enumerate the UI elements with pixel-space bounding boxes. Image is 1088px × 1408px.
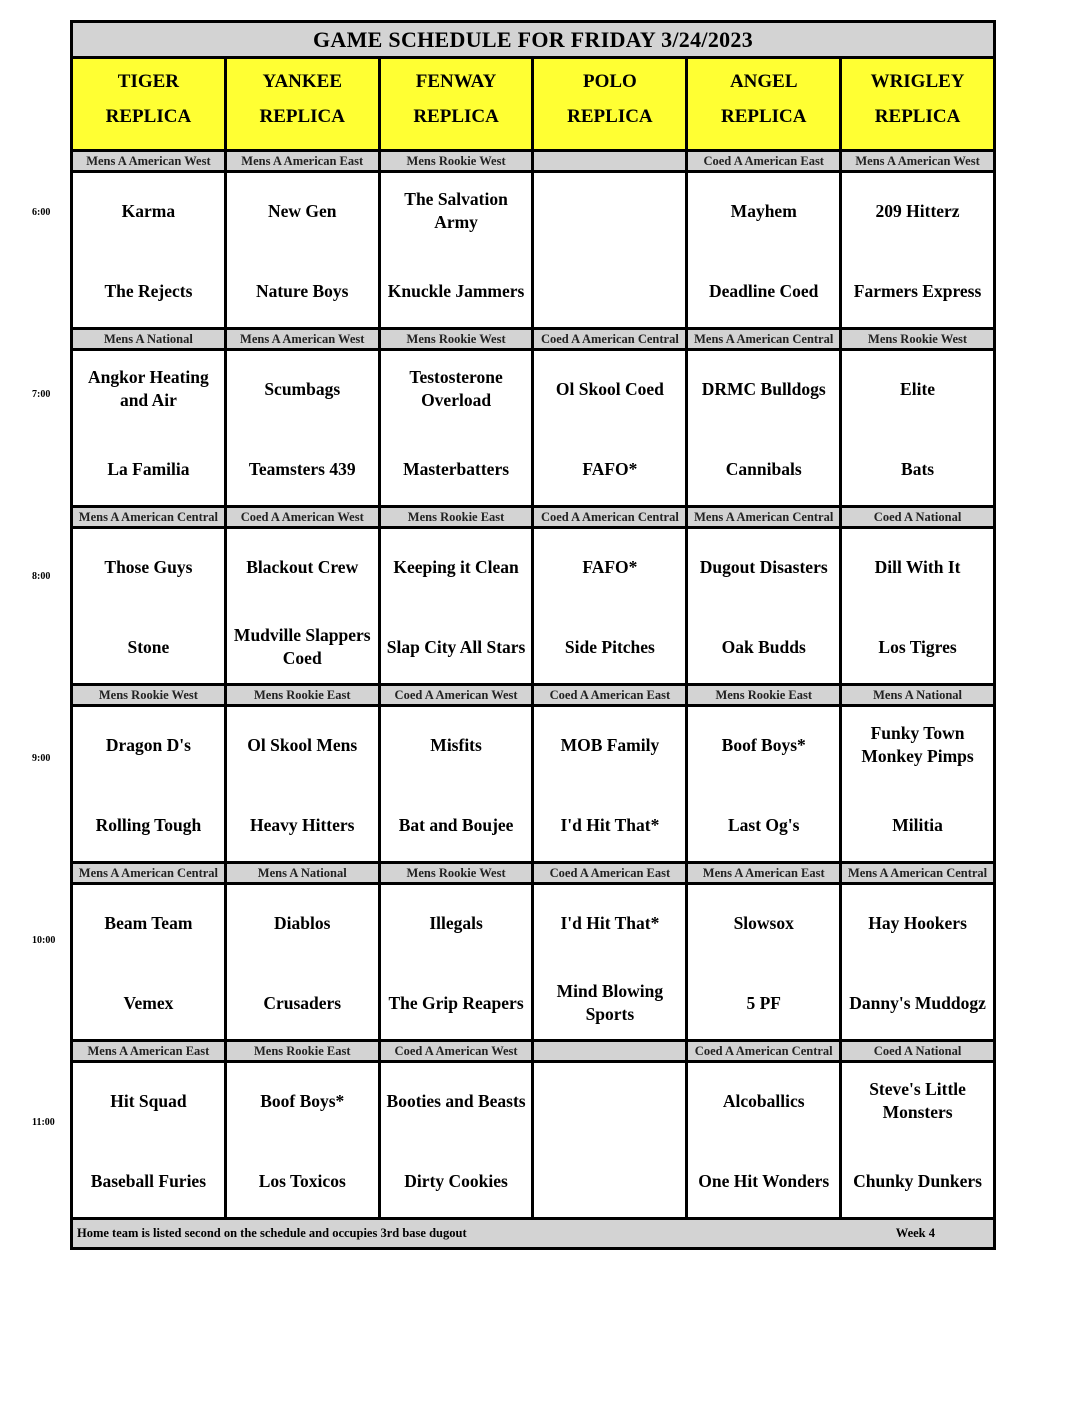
home-team: Bat and Boujee [398, 814, 514, 835]
field-name: YANKEE [262, 71, 343, 92]
division-label: Mens A American East [688, 864, 842, 882]
home-team: One Hit Wonders [698, 1170, 830, 1191]
away-team: Blackout Crew [246, 556, 359, 577]
game-row [73, 707, 993, 864]
game-cell [227, 173, 381, 327]
home-team: Heavy Hitters [250, 814, 355, 835]
away-team: Mayhem [730, 200, 797, 221]
field-name: POLO [582, 71, 637, 92]
page-title: GAME SCHEDULE FOR FRIDAY 3/24/2023 [73, 23, 993, 59]
game-cell [842, 173, 993, 327]
game-row [73, 351, 993, 508]
game-cell [842, 529, 993, 683]
away-team: Elite [900, 378, 936, 399]
division-row [73, 686, 993, 707]
game-cell [227, 885, 381, 1039]
division-label [534, 152, 688, 170]
division-label: Coed A American West [381, 1042, 535, 1060]
field-subtitle: REPLICA [413, 106, 499, 127]
game-cell [73, 173, 227, 327]
away-team: Dugout Disasters [699, 556, 828, 577]
division-label: Mens Rookie East [227, 1042, 381, 1060]
game-cell [842, 885, 993, 1039]
game-row [73, 885, 993, 1042]
away-team: Booties and Beasts [386, 1090, 526, 1111]
away-team: Testosterone Overload [409, 367, 503, 410]
home-team: Chunky Dunkers [853, 1170, 982, 1191]
home-team: Cannibals [725, 458, 802, 479]
division-label: Coed A American Central [534, 330, 688, 348]
away-team: Steve's Little Monsters [869, 1079, 966, 1122]
game-cell [73, 351, 227, 505]
time-label: 11:00 [32, 1117, 55, 1128]
footer [73, 1220, 993, 1247]
time-label: 6:00 [32, 207, 51, 218]
away-team: FAFO* [582, 556, 638, 577]
home-team: Teamsters 439 [248, 458, 356, 479]
field-header-3 [381, 59, 535, 149]
game-cell [381, 707, 535, 861]
home-team [534, 263, 685, 319]
home-team: Crusaders [263, 992, 342, 1013]
away-team: Beam Team [104, 912, 193, 933]
away-team: New Gen [267, 200, 337, 221]
home-team: The Rejects [104, 280, 193, 301]
game-cell [227, 351, 381, 505]
division-label: Mens Rookie East [227, 686, 381, 704]
game-cell [842, 351, 993, 505]
field-name: FENWAY [415, 71, 497, 92]
division-label: Mens A American Central [688, 508, 842, 526]
game-cell [534, 173, 688, 327]
field-subtitle: REPLICA [259, 106, 345, 127]
away-team: Ol Skool Mens [247, 734, 358, 755]
away-team: Karma [121, 200, 176, 221]
field-header-1 [73, 59, 227, 149]
field-header-row [73, 59, 993, 152]
home-team: Farmers Express [853, 280, 982, 301]
division-label: Mens Rookie West [381, 152, 535, 170]
division-label: Mens A American Central [688, 330, 842, 348]
division-label: Mens A American Central [73, 508, 227, 526]
field-subtitle: REPLICA [567, 106, 653, 127]
away-team: Diablos [274, 912, 331, 933]
game-cell [688, 529, 842, 683]
division-label: Mens A National [73, 330, 227, 348]
schedule-sheet [70, 20, 996, 1250]
division-label: Coed A American East [534, 686, 688, 704]
field-name: TIGER [117, 71, 180, 92]
game-cell [534, 707, 688, 861]
away-team: Angkor Heating and Air [88, 367, 209, 410]
field-name: ANGEL [729, 71, 798, 92]
home-team: Vemex [123, 992, 174, 1013]
home-team: Mudville Slappers Coed [233, 625, 371, 668]
division-label: Mens Rookie West [381, 864, 535, 882]
time-label: 9:00 [32, 753, 51, 764]
game-cell [381, 529, 535, 683]
away-team: Ol Skool Coed [555, 378, 664, 399]
home-team: Side Pitches [564, 636, 655, 657]
away-team: Hit Squad [110, 1090, 187, 1111]
footer-note: Home team is listed second on the schedule and occupies 3rd base dugout [77, 1226, 467, 1240]
home-team: Dirty Cookies [404, 1170, 508, 1191]
home-team: Mind Blowing Sports [556, 981, 664, 1024]
game-cell [534, 529, 688, 683]
division-label: Mens A National [227, 864, 381, 882]
division-label: Coed A American West [381, 686, 535, 704]
home-team: 5 PF [746, 992, 781, 1013]
game-cell [227, 707, 381, 861]
division-label: Mens A American East [227, 152, 381, 170]
away-team: Funky Town Monkey Pimps [861, 723, 974, 766]
division-label [534, 1042, 688, 1060]
division-label: Mens Rookie East [688, 686, 842, 704]
division-label: Coed A National [873, 1044, 962, 1058]
game-row [73, 529, 993, 686]
home-team: The Grip Reapers [388, 992, 524, 1013]
away-team: Misfits [430, 734, 482, 755]
home-team: Nature Boys [255, 280, 349, 301]
division-label: Coed A American East [534, 864, 688, 882]
game-cell [534, 351, 688, 505]
field-header-6 [842, 59, 993, 149]
away-team: Boof Boys* [721, 734, 806, 755]
division-label: Coed A National [873, 510, 962, 524]
division-label: Coed A American Central [534, 508, 688, 526]
away-team: Keeping it Clean [393, 556, 519, 577]
home-team: Danny's Muddogz [849, 992, 986, 1013]
field-subtitle: REPLICA [105, 106, 192, 127]
division-label: Coed A American West [227, 508, 381, 526]
division-label: Coed A American Central [688, 1042, 842, 1060]
field-header-4 [534, 59, 688, 149]
home-team: Slap City All Stars [386, 636, 526, 657]
home-team: Masterbatters [403, 458, 510, 479]
away-team: Slowsox [733, 912, 794, 933]
game-cell [688, 173, 842, 327]
game-cell [842, 1063, 993, 1217]
game-cell [227, 1063, 381, 1217]
game-cell [688, 707, 842, 861]
field-subtitle: REPLICA [720, 106, 807, 127]
game-cell [381, 885, 535, 1039]
division-label: Mens A American Central [73, 864, 227, 882]
game-cell [688, 1063, 842, 1217]
division-label: Mens A American West [73, 152, 227, 170]
division-label: Mens Rookie West [73, 686, 227, 704]
game-cell [381, 351, 535, 505]
division-label: Mens A American West [227, 330, 381, 348]
schedule-grid [73, 152, 993, 1220]
game-cell [73, 707, 227, 861]
game-cell [842, 707, 993, 861]
field-name: WRIGLEY [870, 71, 965, 92]
division-label: Mens Rookie West [381, 330, 535, 348]
home-team: Baseball Furies [90, 1170, 207, 1191]
home-team: Los Tigres [878, 636, 957, 657]
division-label: Mens Rookie East [381, 508, 535, 526]
game-row [73, 173, 993, 330]
away-team: Alcoballics [722, 1090, 805, 1111]
away-team: Scumbags [264, 378, 341, 399]
home-team: Deadline Coed [709, 280, 819, 301]
division-row [73, 1042, 993, 1063]
game-cell [381, 1063, 535, 1217]
away-team: Dragon D's [105, 734, 191, 755]
home-team [534, 1153, 685, 1209]
away-team [534, 1073, 685, 1129]
game-cell [73, 885, 227, 1039]
game-cell [73, 529, 227, 683]
division-label: Mens Rookie West [868, 332, 968, 346]
division-label: Mens A American West [855, 154, 980, 168]
home-team: Rolling Tough [95, 814, 202, 835]
field-header-2 [227, 59, 381, 149]
division-label: Mens A American Central [847, 866, 988, 880]
division-row [73, 330, 993, 351]
game-cell [227, 529, 381, 683]
game-cell [534, 1063, 688, 1217]
time-label: 8:00 [32, 571, 51, 582]
home-team: Los Toxicos [258, 1170, 346, 1191]
field-subtitle: REPLICA [874, 106, 961, 127]
time-label: 7:00 [32, 389, 51, 400]
away-team: Boof Boys* [260, 1090, 345, 1111]
game-cell [73, 1063, 227, 1217]
home-team: Oak Budds [721, 636, 806, 657]
away-team: Hay Hookers [868, 912, 967, 933]
away-team: Those Guys [104, 556, 193, 577]
division-label: Coed A American East [688, 152, 842, 170]
away-team: 209 Hitterz [875, 200, 960, 221]
game-cell [688, 351, 842, 505]
home-team: FAFO* [582, 458, 638, 479]
home-team: Bats [901, 458, 935, 479]
home-team: Last Og's [727, 814, 800, 835]
home-team: I'd Hit That* [560, 814, 660, 835]
away-team: MOB Family [560, 734, 660, 755]
game-cell [534, 885, 688, 1039]
division-label: Mens A National [873, 688, 962, 702]
home-team: Stone [127, 636, 170, 657]
game-row [73, 1063, 993, 1220]
away-team: Illegals [429, 912, 483, 933]
game-cell [381, 173, 535, 327]
time-label: 10:00 [32, 935, 56, 946]
home-team: Knuckle Jammers [387, 280, 525, 301]
field-header-5 [688, 59, 842, 149]
away-team: The Salvation Army [404, 189, 508, 232]
away-team: Dill With It [874, 556, 961, 577]
division-row [73, 508, 993, 529]
week-label: Week 4 [895, 1226, 935, 1240]
game-cell [688, 885, 842, 1039]
home-team: La Familia [107, 458, 190, 479]
home-team: Militia [892, 814, 943, 835]
away-team: I'd Hit That* [560, 912, 660, 933]
division-label: Mens A American East [73, 1042, 227, 1060]
division-row [73, 864, 993, 885]
away-team [534, 183, 685, 239]
division-row [73, 152, 993, 173]
away-team: DRMC Bulldogs [701, 378, 826, 399]
